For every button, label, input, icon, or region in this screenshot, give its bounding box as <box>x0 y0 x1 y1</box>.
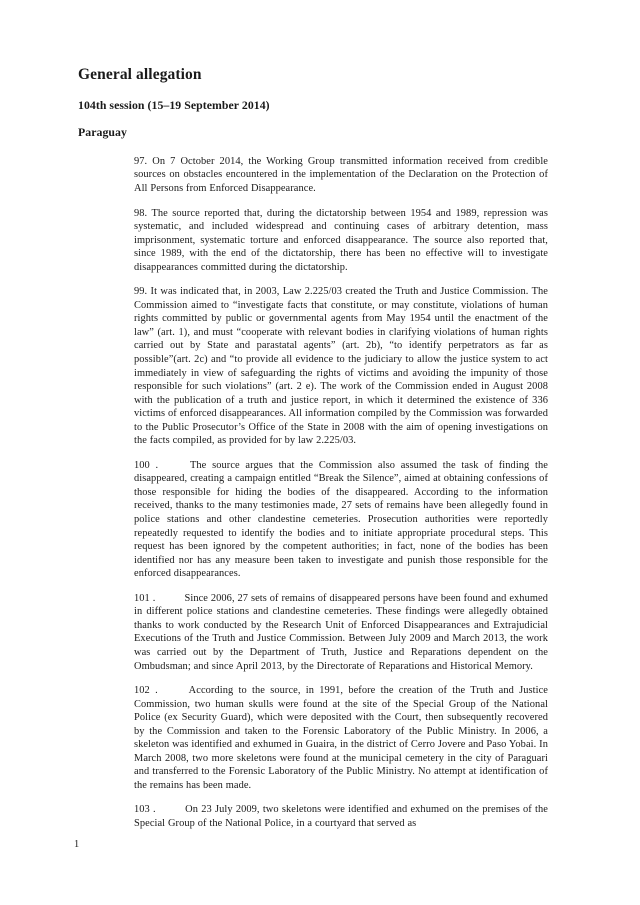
paragraph-99: 99. It was indicated that, in 2003, Law 2.225/03 created the Truth and Justice Commission. The Commission aimed to “investigate facts that constitute, or may constitute, violations of human rights committed by public or governmental agents from May 1954 until the enactment of the law” (art. 1), and must “cooperate with relevant bodies in clarifying violations of human rights carried out by State and parastatal agents” (art. 2b), “to identify perpetrators as far as possible”(art. 2c) and “to provide all evidence to the judiciary to allow the justice system to act immediately in view of safeguarding the rights of victims and avoiding the impunity of those responsible for such violations” (art. 2 e). The work of the Commission ended in August 2008 with the publication of a truth and justice report, in which it determined the existence of 336 victims of enforced disappearances. All information compiled by the Commission was forwarded to the Public Prosecutor’s Office of the State in 2008 with the aim of opening investigations on the facts compiled, as provided for by law 2.225/03. <box>134 286 548 447</box>
document-body <box>78 66 548 831</box>
paragraph-98: 98. The source reported that, during the dictatorship between 1954 and 1989, repression was systematic, and included widespread and continuing cases of arbitrary detention, mass imprisonment, systematic torture and enforced disappearance. The source also reported that, since 1989, with the end of the dictatorship, there has been no effective will to investigate disappearances committed during the dictatorship. <box>134 207 548 273</box>
page-title: General allegation <box>78 66 202 83</box>
session-heading: 104th session (15–19 September 2014) <box>78 97 270 112</box>
paragraph-102: 102 . According to the source, in 1991, before the creation of the Truth and Justice Commission, two human skulls were found at the site of the Special Group of the National Police (ex Security Guard), which were deposited with the Court, then subsequently recovered by the Commission and taken to the Forensic Laboratory of the Public Ministry. In 2006, a skeleton was identified and exhumed in Guaira, in the district of Cerro Jovere and Paso Yobai. In March 2008, two more skeletons were found at the municipal cemetery in the city of Paraguari and transferred to the Forensic Laboratory of the Public Ministry. No attempt at identification of the remains has been made. <box>134 685 548 791</box>
page-number: 1 <box>74 839 80 850</box>
paragraph-100: 100 . The source argues that the Commission also assumed the task of finding the disappeared, creating a campaign entitled “Break the Silence”, aimed at obtaining confessions of those responsible for hiding the bodies of the disappeared. According to the information received, thanks to the many testimonies made, 27 sets of remains have been allegedly found in police stations and other clandestine cemeteries. Prosecution authorities were reportedly repeatedly requested to identify the bodies and to initiate appropriate procedural steps. This request has been ignored by the competent authorities; in fact, none of the bodies has been identified nor has any measure been taken to investigate and punish those responsible for the enforced disappearances. <box>134 459 548 580</box>
country-heading: Paraguay <box>78 124 127 139</box>
paragraph-list <box>134 155 548 831</box>
paragraph-97: 97. On 7 October 2014, the Working Group transmitted information received from credible sources on obstacles encountered in the implementation of the Declaration on the Protection of All Persons from Enforced Disappearance. <box>134 155 548 194</box>
paragraph-101: 101 . Since 2006, 27 sets of remains of disappeared persons have been found and exhumed in different police stations and clandestine cemeteries. These findings were allegedly obtained thanks to work conducted by the Research Unit of Enforced Disappearances and Extrajudicial Executions of the Truth and Justice Commission. Between July 2009 and March 2013, the work was carried out by the Department of Truth, Justice and Reparations dependent on the Ombudsman; and since April 2013, by the Directorate of Reparations and Historical Memory. <box>134 592 548 672</box>
paragraph-103: 103 . On 23 July 2009, two skeletons were identified and exhumed on the premises of the Special Group of the National Police, in a courtyard that served as <box>134 804 548 829</box>
